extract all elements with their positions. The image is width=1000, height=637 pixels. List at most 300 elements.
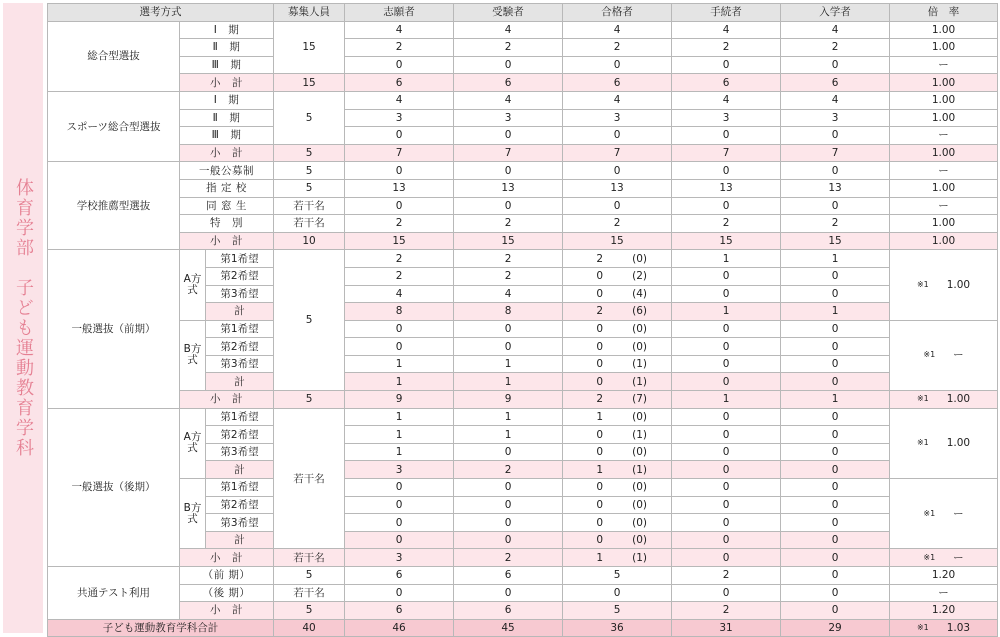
header-method: 選考方式 <box>48 4 274 22</box>
ratio-value: 1.03 <box>946 622 971 635</box>
value-cell: 0 <box>345 338 454 356</box>
value-cell: 29 <box>781 619 890 637</box>
pass-count-cell <box>563 496 672 514</box>
row-label: 第3希望 <box>206 514 274 532</box>
value-cell: 4 <box>345 21 454 39</box>
value-cell: 0 <box>672 373 781 391</box>
capacity-cell: 若干名 <box>274 408 345 549</box>
pass-count: 2 <box>596 305 604 318</box>
value-cell: 0 <box>345 56 454 74</box>
value-cell: 0 <box>345 584 454 602</box>
table-row <box>48 127 998 145</box>
value-cell: 1 <box>781 303 890 321</box>
grand-total-label: 子ども運動教育学科合計 <box>48 619 274 637</box>
value-cell: 4 <box>672 21 781 39</box>
table-row <box>48 619 998 637</box>
section-name: スポーツ総合型選抜 <box>48 91 180 161</box>
pass-count-cell <box>563 338 672 356</box>
method-group-label: B方式 <box>180 479 206 549</box>
value-cell: 0 <box>345 127 454 145</box>
value-cell: 1 <box>454 426 563 444</box>
value-cell: 2 <box>454 215 563 233</box>
capacity-cell: 15 <box>274 74 345 92</box>
pass-count-cell <box>563 373 672 391</box>
value-cell: 0 <box>781 320 890 338</box>
capacity-cell: 若干名 <box>274 549 345 567</box>
pass-count-secondary: (0) <box>632 340 648 353</box>
ratio-cell: 1.00 <box>890 109 998 127</box>
pass-count: 0 <box>596 322 604 335</box>
value-cell: 8 <box>454 303 563 321</box>
value-cell: 5 <box>563 602 672 620</box>
value-cell: 7 <box>672 144 781 162</box>
pass-count: 0 <box>596 446 604 459</box>
department-label: 体育学部 子ども運動教育学科 <box>13 178 34 458</box>
row-label: 第3希望 <box>206 443 274 461</box>
row-label: （後 期） <box>180 584 274 602</box>
value-cell: 0 <box>454 531 563 549</box>
value-cell: 1 <box>672 250 781 268</box>
sidebar-label-panel <box>3 3 43 633</box>
value-cell: 0 <box>672 426 781 444</box>
value-cell: 1 <box>345 373 454 391</box>
value-cell: 0 <box>563 127 672 145</box>
value-cell: 0 <box>672 584 781 602</box>
table-row <box>48 391 998 409</box>
value-cell: 0 <box>345 162 454 180</box>
value-cell: 1 <box>781 391 890 409</box>
capacity-cell: 5 <box>274 179 345 197</box>
capacity-cell: 5 <box>274 91 345 144</box>
row-label: 計 <box>206 531 274 549</box>
value-cell: 2 <box>345 215 454 233</box>
note-mark: ※1 <box>916 394 929 404</box>
value-cell: 0 <box>781 531 890 549</box>
ratio-cell: 1.00 <box>890 74 998 92</box>
ratio-cell: ー <box>890 127 998 145</box>
value-cell: 45 <box>454 619 563 637</box>
value-cell: 4 <box>454 285 563 303</box>
row-label: 特 別 <box>180 215 274 233</box>
value-cell: 0 <box>454 197 563 215</box>
pass-count-secondary: (1) <box>632 358 648 371</box>
table-row <box>48 162 998 180</box>
value-cell: 2 <box>454 39 563 57</box>
value-cell: 0 <box>672 56 781 74</box>
value-cell: 0 <box>454 479 563 497</box>
value-cell: 0 <box>781 584 890 602</box>
table-row <box>48 567 998 585</box>
table-row <box>48 91 998 109</box>
value-cell: 15 <box>345 232 454 250</box>
capacity-cell: 40 <box>274 619 345 637</box>
pass-count-secondary: (0) <box>632 252 648 265</box>
ratio-cell: 1.00 <box>890 91 998 109</box>
value-cell: 0 <box>345 197 454 215</box>
ratio-value: 1.00 <box>946 393 971 406</box>
value-cell: 0 <box>345 531 454 549</box>
value-cell: 2 <box>672 567 781 585</box>
header-cell: 入学者 <box>781 4 890 22</box>
value-cell: 0 <box>454 496 563 514</box>
admission-results-table <box>47 3 998 637</box>
value-cell: 3 <box>563 109 672 127</box>
value-cell: 0 <box>781 267 890 285</box>
table-row <box>48 39 998 57</box>
value-cell: 2 <box>345 39 454 57</box>
value-cell: 0 <box>454 127 563 145</box>
value-cell: 2 <box>345 267 454 285</box>
value-cell: 0 <box>781 443 890 461</box>
value-cell: 2 <box>454 549 563 567</box>
value-cell: 0 <box>672 408 781 426</box>
pass-count: 2 <box>596 252 604 265</box>
value-cell: 4 <box>672 91 781 109</box>
value-cell: 7 <box>345 144 454 162</box>
pass-count-secondary: (1) <box>632 463 648 476</box>
table-row <box>48 144 998 162</box>
value-cell: 0 <box>563 584 672 602</box>
ratio-cell: 1.00 <box>890 179 998 197</box>
value-cell: 2 <box>345 250 454 268</box>
row-label: 第1希望 <box>206 320 274 338</box>
table-row <box>48 197 998 215</box>
value-cell: 3 <box>672 109 781 127</box>
note-mark: ※1 <box>923 350 936 360</box>
value-cell: 2 <box>454 267 563 285</box>
ratio-value: 1.00 <box>946 279 971 291</box>
value-cell: 4 <box>345 285 454 303</box>
table-row <box>48 56 998 74</box>
table-row <box>48 549 998 567</box>
pass-count: 0 <box>596 340 604 353</box>
value-cell: 6 <box>345 602 454 620</box>
header-cell: 手続者 <box>672 4 781 22</box>
value-cell: 1 <box>454 408 563 426</box>
value-cell: 0 <box>672 338 781 356</box>
header-cell: 受験者 <box>454 4 563 22</box>
pass-count: 1 <box>596 463 604 476</box>
row-label: 小 計 <box>180 232 274 250</box>
value-cell: 0 <box>563 56 672 74</box>
value-cell: 0 <box>781 197 890 215</box>
value-cell: 0 <box>563 162 672 180</box>
value-cell: 0 <box>454 56 563 74</box>
pass-count: 0 <box>596 481 604 494</box>
value-cell: 0 <box>781 408 890 426</box>
ratio-cell: ー <box>890 584 998 602</box>
pass-count-cell <box>563 303 672 321</box>
method-group-label: B方式 <box>180 320 206 390</box>
value-cell: 1 <box>781 250 890 268</box>
value-cell: 3 <box>345 461 454 479</box>
row-label: 指 定 校 <box>180 179 274 197</box>
section-name: 一般選抜（前期） <box>48 250 180 408</box>
value-cell: 0 <box>454 584 563 602</box>
value-cell: 6 <box>781 74 890 92</box>
ratio-cell: 1.00 <box>890 39 998 57</box>
pass-count: 0 <box>596 534 604 547</box>
ratio-value: 1.00 <box>946 437 971 450</box>
pass-count-secondary: (1) <box>632 375 648 388</box>
value-cell: 4 <box>454 21 563 39</box>
value-cell: 0 <box>672 514 781 532</box>
value-cell: 0 <box>345 320 454 338</box>
value-cell: 0 <box>345 514 454 532</box>
pass-count-secondary: (0) <box>632 446 648 459</box>
ratio-cell: 1.00 <box>890 215 998 233</box>
ratio-cell <box>890 619 998 637</box>
value-cell: 15 <box>781 232 890 250</box>
table-row <box>48 232 998 250</box>
pass-count-secondary: (2) <box>632 270 648 283</box>
pass-count-cell <box>563 531 672 549</box>
value-cell: 2 <box>563 39 672 57</box>
value-cell: 46 <box>345 619 454 637</box>
value-cell: 3 <box>454 109 563 127</box>
value-cell: 0 <box>563 197 672 215</box>
ratio-cell: 1.00 <box>890 21 998 39</box>
value-cell: 9 <box>454 391 563 409</box>
capacity-cell: 15 <box>274 21 345 74</box>
ratio-cell <box>890 479 998 549</box>
value-cell: 6 <box>345 74 454 92</box>
ratio-cell <box>890 250 998 320</box>
value-cell: 1 <box>345 408 454 426</box>
value-cell: 0 <box>781 127 890 145</box>
value-cell: 9 <box>345 391 454 409</box>
value-cell: 1 <box>454 373 563 391</box>
row-label: 第2希望 <box>206 267 274 285</box>
pass-count-cell <box>563 285 672 303</box>
row-label: Ⅱ 期 <box>180 39 274 57</box>
row-label: 第3希望 <box>206 355 274 373</box>
ratio-cell: 1.20 <box>890 602 998 620</box>
value-cell: 7 <box>781 144 890 162</box>
row-label: 同 窓 生 <box>180 197 274 215</box>
ratio-cell: 1.00 <box>890 232 998 250</box>
value-cell: 0 <box>781 56 890 74</box>
value-cell: 1 <box>672 303 781 321</box>
value-cell: 4 <box>563 91 672 109</box>
row-label: 小 計 <box>180 602 274 620</box>
row-label: 計 <box>206 303 274 321</box>
value-cell: 0 <box>781 355 890 373</box>
value-cell: 2 <box>781 39 890 57</box>
value-cell: 0 <box>672 355 781 373</box>
value-cell: 2 <box>672 39 781 57</box>
value-cell: 0 <box>781 496 890 514</box>
pass-count-secondary: (1) <box>632 428 648 441</box>
row-label: 第1希望 <box>206 250 274 268</box>
value-cell: 6 <box>345 567 454 585</box>
value-cell: 0 <box>781 373 890 391</box>
pass-count-cell <box>563 267 672 285</box>
capacity-cell: 5 <box>274 250 345 391</box>
row-label: （前 期） <box>180 567 274 585</box>
value-cell: 1 <box>345 443 454 461</box>
pass-count-cell <box>563 549 672 567</box>
table-row <box>48 602 998 620</box>
value-cell: 2 <box>781 215 890 233</box>
value-cell: 4 <box>563 21 672 39</box>
row-label: 第1希望 <box>206 408 274 426</box>
table-row <box>48 74 998 92</box>
value-cell: 15 <box>563 232 672 250</box>
capacity-cell: 若干名 <box>274 215 345 233</box>
ratio-value: ー <box>953 507 964 520</box>
value-cell: 0 <box>781 461 890 479</box>
value-cell: 0 <box>345 496 454 514</box>
value-cell: 0 <box>454 320 563 338</box>
ratio-cell: ー <box>890 197 998 215</box>
note-mark: ※1 <box>923 552 936 562</box>
pass-count-secondary: (0) <box>632 322 648 335</box>
value-cell: 0 <box>781 567 890 585</box>
value-cell: 6 <box>454 602 563 620</box>
ratio-value: ー <box>953 349 964 362</box>
value-cell: 7 <box>454 144 563 162</box>
ratio-cell <box>890 549 998 567</box>
value-cell: 0 <box>781 602 890 620</box>
pass-count-secondary: (7) <box>632 393 648 406</box>
capacity-cell: 5 <box>274 391 345 409</box>
row-label: Ⅱ 期 <box>180 109 274 127</box>
method-group-label: A方式 <box>180 250 206 320</box>
row-label: Ⅰ 期 <box>180 91 274 109</box>
section-name: 総合型選抜 <box>48 21 180 91</box>
value-cell: 0 <box>781 285 890 303</box>
value-cell: 0 <box>781 514 890 532</box>
ratio-cell: 1.00 <box>890 144 998 162</box>
pass-count-cell <box>563 391 672 409</box>
header-cell: 志願者 <box>345 4 454 22</box>
table-row <box>48 21 998 39</box>
section-name: 学校推薦型選抜 <box>48 162 180 250</box>
value-cell: 4 <box>345 91 454 109</box>
section-name: 共通テスト利用 <box>48 567 180 620</box>
value-cell: 0 <box>781 479 890 497</box>
pass-count: 1 <box>596 551 604 564</box>
note-mark: ※1 <box>916 280 929 289</box>
value-cell: 0 <box>672 443 781 461</box>
pass-count-cell <box>563 426 672 444</box>
note-mark: ※1 <box>916 438 929 448</box>
row-label: 小 計 <box>180 144 274 162</box>
pass-count-secondary: (0) <box>632 410 648 423</box>
row-label: 第2希望 <box>206 338 274 356</box>
ratio-cell <box>890 320 998 390</box>
pass-count-cell <box>563 443 672 461</box>
pass-count: 0 <box>596 498 604 511</box>
table-row <box>48 179 998 197</box>
pass-count-cell <box>563 461 672 479</box>
capacity-cell: 5 <box>274 567 345 585</box>
value-cell: 13 <box>781 179 890 197</box>
value-cell: 0 <box>672 320 781 338</box>
pass-count: 0 <box>596 516 604 529</box>
value-cell: 2 <box>672 602 781 620</box>
value-cell: 0 <box>672 549 781 567</box>
value-cell: 4 <box>454 91 563 109</box>
table-row <box>48 109 998 127</box>
section-name: 一般選抜（後期） <box>48 408 180 566</box>
value-cell: 2 <box>454 461 563 479</box>
pass-count-secondary: (0) <box>632 481 648 494</box>
pass-count-cell <box>563 408 672 426</box>
ratio-cell: 1.20 <box>890 567 998 585</box>
ratio-cell: ー <box>890 56 998 74</box>
row-label: 小 計 <box>180 74 274 92</box>
value-cell: 31 <box>672 619 781 637</box>
note-mark: ※1 <box>923 508 936 518</box>
value-cell: 0 <box>454 443 563 461</box>
value-cell: 6 <box>672 74 781 92</box>
pass-count: 0 <box>596 270 604 283</box>
value-cell: 7 <box>563 144 672 162</box>
pass-count-secondary: (1) <box>632 551 648 564</box>
value-cell: 0 <box>781 549 890 567</box>
value-cell: 13 <box>563 179 672 197</box>
value-cell: 0 <box>454 162 563 180</box>
value-cell: 0 <box>454 338 563 356</box>
method-group-label: A方式 <box>180 408 206 478</box>
value-cell: 2 <box>563 215 672 233</box>
value-cell: 13 <box>672 179 781 197</box>
header-cell: 募集人員 <box>274 4 345 22</box>
value-cell: 0 <box>672 127 781 145</box>
pass-count-secondary: (0) <box>632 498 648 511</box>
table-row <box>48 408 998 426</box>
row-label: 第2希望 <box>206 496 274 514</box>
pass-count: 0 <box>596 428 604 441</box>
row-label: 計 <box>206 461 274 479</box>
value-cell: 4 <box>781 91 890 109</box>
pass-count-secondary: (6) <box>632 305 648 318</box>
row-label: 第1希望 <box>206 479 274 497</box>
row-label: 計 <box>206 373 274 391</box>
capacity-cell: 5 <box>274 144 345 162</box>
value-cell: 3 <box>345 549 454 567</box>
row-label: 第3希望 <box>206 285 274 303</box>
value-cell: 0 <box>672 197 781 215</box>
pass-count-secondary: (0) <box>632 516 648 529</box>
row-label: 小 計 <box>180 549 274 567</box>
value-cell: 1 <box>345 426 454 444</box>
table-row <box>48 320 998 338</box>
row-label: Ⅲ 期 <box>180 56 274 74</box>
value-cell: 0 <box>781 162 890 180</box>
value-cell: 5 <box>563 567 672 585</box>
pass-count-cell <box>563 250 672 268</box>
header-cell: 倍 率 <box>890 4 998 22</box>
row-label: Ⅰ 期 <box>180 21 274 39</box>
value-cell: 0 <box>781 426 890 444</box>
value-cell: 1 <box>454 355 563 373</box>
value-cell: 1 <box>672 391 781 409</box>
table-row <box>48 479 998 497</box>
value-cell: 13 <box>345 179 454 197</box>
pass-count-cell <box>563 479 672 497</box>
value-cell: 3 <box>781 109 890 127</box>
pass-count-secondary: (4) <box>632 287 648 300</box>
row-label: 一般公募制 <box>180 162 274 180</box>
pass-count: 2 <box>596 393 604 406</box>
value-cell: 15 <box>672 232 781 250</box>
table-row <box>48 4 998 22</box>
row-label: Ⅲ 期 <box>180 127 274 145</box>
value-cell: 6 <box>454 74 563 92</box>
